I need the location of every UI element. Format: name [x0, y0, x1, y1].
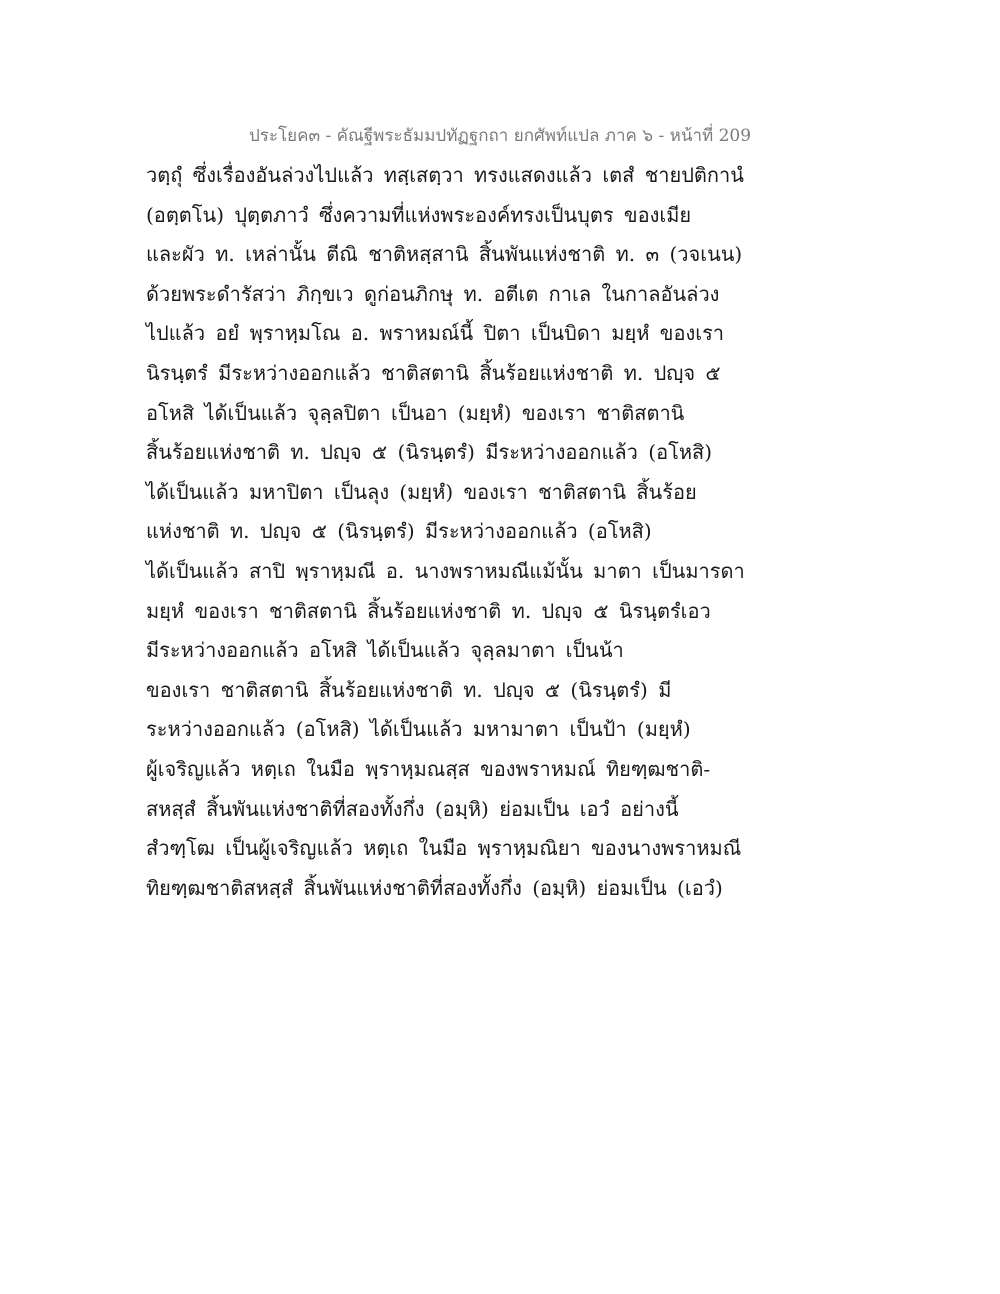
body-text	[146, 156, 766, 908]
page-header: ประโยค๓ - คัณฐีพระธัมมปทัฏฐกถา ยกศัพท์แปล ภาค ๖ - หน้าที่ 209	[248, 126, 752, 146]
text-line: มีระหว่างออกแล้ว อโหสิ ได้เป็นแล้ว จุลฺลมาตา เป็นน้า	[146, 638, 624, 663]
text-line: สหสฺสํ สิ้นพันแห่งชาติที่สองทั้งกึ่ง (อมฺหิ) ย่อมเป็น เอวํ อย่างนี้	[146, 796, 679, 821]
text-line: นิรนฺตรํ มีระหว่างออกแล้ว ชาติสตานิ สิ้นร้อยแห่งชาติ ท. ปญฺจ ๕	[146, 360, 721, 385]
text-line: สํวฑฺโฒ เป็นผู้เจริญแล้ว หตฺเถ ในมือ พฺราหฺมณิยา ของนางพราหมณี	[146, 836, 742, 861]
text-line: ไปแล้ว อยํ พฺราหฺมโณ อ. พราหมณ์นี้ ปิตา เป็นบิดา มยฺหํ ของเรา	[146, 321, 725, 346]
text-line: และผัว ท. เหล่านั้น ตีณิ ชาติหสฺสานิ สิ้นพันแห่งชาติ ท. ๓ (วจเนน)	[146, 242, 743, 267]
text-line: ได้เป็นแล้ว สาปิ พฺราหฺมณี อ. นางพราหมณีแม้นั้น มาตา เป็นมารดา	[146, 558, 745, 583]
text-line: วตฺถุํ ซึ่งเรื่องอันล่วงไปแล้ว ทสฺเสตฺวา ทรงแสดงแล้ว เตสํ ชายปติกานํ	[146, 163, 744, 187]
text-line: ด้วยพระดำรัสว่า ภิกฺขเว ดูก่อนภิกษุ ท. อตีเต กาเล ในกาลอันล่วง	[146, 281, 720, 306]
text-line: ของเรา ชาติสตานิ สิ้นร้อยแห่งชาติ ท. ปญฺจ ๕ (นิรนฺตรํ) มี	[146, 677, 672, 702]
text-line: มยฺหํ ของเรา ชาติสตานิ สิ้นร้อยแห่งชาติ ท. ปญฺจ ๕ นิรนฺตรํเอว	[146, 598, 711, 623]
text-line: ทิยฑฺฒชาติสหสฺสํ สิ้นพันแห่งชาติที่สองทั้งกึ่ง (อมฺหิ) ย่อมเป็น (เอวํ)	[146, 875, 723, 900]
text-line: สิ้นร้อยแห่งชาติ ท. ปญฺจ ๕ (นิรนฺตรํ) มีระหว่างออกแล้ว (อโหสิ)	[146, 440, 713, 465]
text-line: (อตฺตโน) ปุตฺตภาวํ ซึ่งความที่แห่งพระองค์ทรงเป็นบุตร ของเมีย	[146, 202, 692, 227]
text-line: อโหสิ ได้เป็นแล้ว จุลฺลปิตา เป็นอา (มยฺหํ) ของเรา ชาติสตานิ	[146, 400, 685, 425]
text-line: ระหว่างออกแล้ว (อโหสิ) ได้เป็นแล้ว มหามาตา เป็นป้า (มยฺหํ)	[146, 717, 691, 742]
text-line: ผู้เจริญแล้ว หตฺเถ ในมือ พฺราหฺมณสฺส ของพราหมณ์ ทิยฑฺฒชาติ-	[146, 756, 711, 781]
text-line: ได้เป็นแล้ว มหาปิตา เป็นลุง (มยฺหํ) ของเรา ชาติสตานิ สิ้นร้อย	[146, 479, 697, 504]
text-line: แห่งชาติ ท. ปญฺจ ๕ (นิรนฺตรํ) มีระหว่างออกแล้ว (อโหสิ)	[146, 519, 652, 544]
